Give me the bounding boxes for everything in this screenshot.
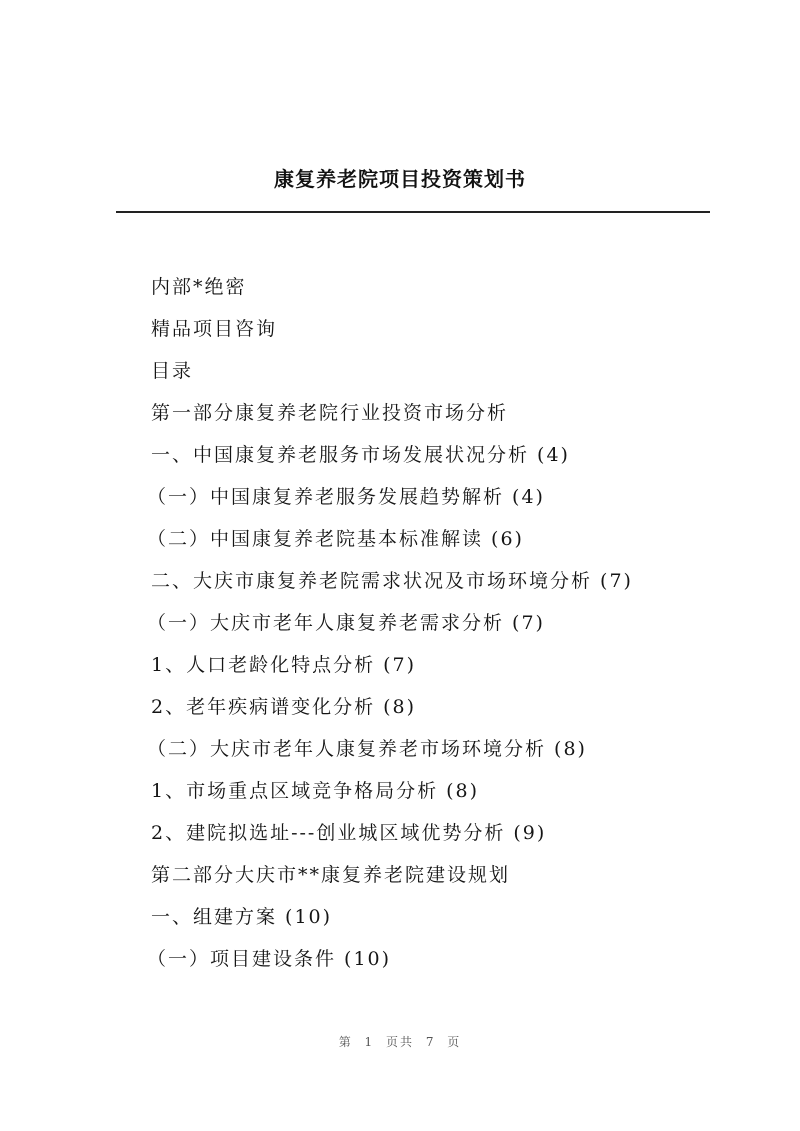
toc-line: 第一部分康复养老院行业投资市场分析 (151, 402, 509, 424)
toc-line: （一）项目建设条件 (10) (147, 948, 392, 970)
toc-line: 内部*绝密 (151, 276, 247, 298)
toc-line: （二）中国康复养老院基本标准解读 (6) (147, 528, 524, 550)
toc-line: 2、建院拟选址---创业城区域优势分析 (9) (151, 822, 547, 844)
toc-line: 一、组建方案 (10) (151, 906, 333, 928)
toc-line: 一、中国康复养老服务市场发展状况分析 (4) (151, 444, 570, 466)
toc-line: 目录 (151, 360, 194, 382)
document-title: 康复养老院项目投资策划书 (274, 167, 526, 191)
toc-line: 二、大庆市康复养老院需求状况及市场环境分析 (7) (151, 570, 633, 592)
toc-line: 1、市场重点区域竞争格局分析 (8) (151, 780, 480, 802)
toc-line: 1、人口老龄化特点分析 (7) (151, 654, 417, 676)
toc-line: （一）大庆市老年人康复养老需求分析 (7) (147, 612, 545, 634)
table-of-contents (147, 272, 751, 986)
toc-line: 第二部分大庆市**康复养老院建设规划 (151, 864, 511, 886)
page-footer: 第 1 页共 7 页 (338, 1035, 462, 1049)
toc-line: （二）大庆市老年人康复养老市场环境分析 (8) (147, 738, 587, 760)
toc-line: 2、老年疾病谱变化分析 (8) (151, 696, 417, 718)
toc-line: 精品项目咨询 (151, 318, 278, 340)
toc-line: （一）中国康复养老服务发展趋势解析 (4) (147, 486, 545, 508)
title-divider (116, 211, 710, 213)
